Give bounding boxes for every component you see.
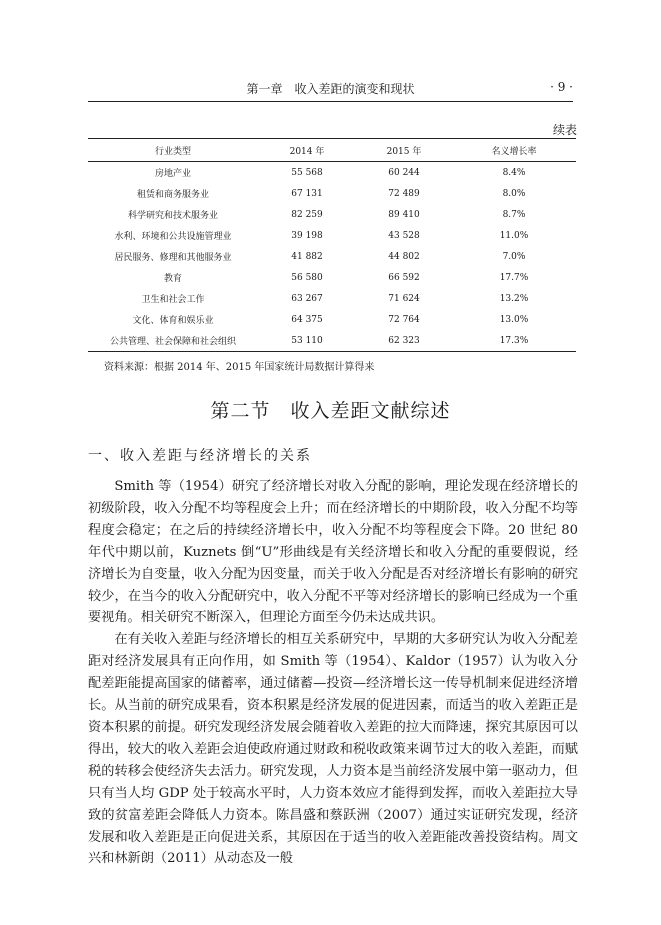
table-row bbox=[88, 330, 576, 352]
table-row bbox=[88, 162, 576, 184]
value-2015-cell: 72 764 bbox=[388, 314, 420, 325]
industry-cell: 居民服务、修理和其他服务业 bbox=[114, 253, 232, 263]
growth-cell: 11.0% bbox=[499, 230, 529, 241]
column-header-growth: 名义增长率 bbox=[452, 139, 576, 162]
value-2014-cell: 39 198 bbox=[291, 230, 323, 241]
growth-cell: 7.0% bbox=[502, 251, 526, 262]
table-source-note: 资料来源：根据 2014 年、2015 年国家统计局数据计算得来 bbox=[104, 362, 375, 373]
table-row bbox=[88, 183, 576, 204]
table-row bbox=[88, 267, 576, 288]
growth-cell: 8.0% bbox=[502, 188, 526, 199]
industry-cell: 水利、环境和公共设施管理业 bbox=[114, 232, 232, 242]
continued-table-label: 续表 bbox=[552, 123, 577, 137]
industry-cell: 公共管理、社会保障和社会组织 bbox=[88, 330, 258, 352]
section-heading: 第二节 收入差距文献综述 bbox=[210, 400, 451, 422]
table-row bbox=[88, 288, 576, 309]
value-2014-cell: 67 131 bbox=[291, 188, 323, 199]
value-2015-cell: 43 528 bbox=[388, 230, 420, 241]
table-row bbox=[88, 309, 576, 330]
value-2015-cell: 62 323 bbox=[356, 330, 452, 352]
growth-cell: 13.2% bbox=[499, 293, 529, 304]
value-2015-cell: 66 592 bbox=[388, 272, 420, 283]
body-text bbox=[88, 476, 578, 870]
income-table bbox=[88, 138, 576, 352]
industry-cell: 卫生和社会工作 bbox=[141, 295, 205, 305]
value-2014-cell: 63 267 bbox=[291, 293, 323, 304]
paragraph: Smith 等（1954）研究了经济增长对收入分配的影响，理论发现在经济增长的初级阶段，收入分配不均等程度会上升；而在经济增长的中期阶段，收入分配不均等程度会稳定；在之后的持续经济增长中，收入分配不均等程度会下降。20 世纪 80 年代中期以前，Kuznets 倒“U”形曲线是有关经济增长和收入分配的重要假说，经济增长为自变量，收入分配为因变量，而关于收入分配是否对经济增长有影响的研究较少，在当今的收入分配研究中，收入分配不平等对经济增长的影响已经成为一个重要视角。相关研究不断深入，但理论方面至今仍未达成共识。 bbox=[88, 479, 578, 626]
column-header-2014: 2014 年 bbox=[258, 139, 356, 162]
column-header-industry: 行业类型 bbox=[88, 139, 258, 162]
column-header-2015: 2015 年 bbox=[356, 139, 452, 162]
value-2015-cell: 71 624 bbox=[388, 293, 420, 304]
growth-cell: 17.3% bbox=[452, 330, 576, 352]
table-row bbox=[88, 204, 576, 225]
table-row bbox=[88, 225, 576, 246]
value-2014-cell: 64 375 bbox=[291, 314, 323, 325]
industry-cell: 教育 bbox=[163, 274, 182, 284]
value-2015-cell: 89 410 bbox=[388, 209, 420, 220]
header-rule bbox=[88, 101, 573, 102]
table-header-row bbox=[88, 139, 576, 162]
running-header bbox=[88, 80, 573, 98]
value-2015-cell: 72 489 bbox=[388, 188, 420, 199]
growth-cell: 17.7% bbox=[499, 272, 529, 283]
value-2014-cell: 41 882 bbox=[291, 251, 323, 262]
table-row bbox=[88, 246, 576, 267]
growth-cell: 13.0% bbox=[499, 314, 529, 325]
page-number: · 9 · bbox=[550, 80, 573, 94]
value-2014-cell: 53 110 bbox=[258, 330, 356, 352]
industry-cell: 文化、体育和娱乐业 bbox=[132, 316, 214, 326]
value-2015-cell: 44 802 bbox=[388, 251, 420, 262]
value-2014-cell: 82 259 bbox=[291, 209, 323, 220]
industry-cell: 租赁和商务服务业 bbox=[136, 190, 209, 200]
value-2014-cell: 56 580 bbox=[291, 272, 323, 283]
industry-cell: 房地产业 bbox=[154, 169, 191, 179]
paragraph: 在有关收入差距与经济增长的相互关系研究中，早期的大多研究认为收入分配差距对经济发展具有正向作用，如 Smith 等（1954）、Kaldor（1957）认为收入分配差距能提高国家的储蓄率，通过储蓄—投资—经济增长这一传导机制来促进经济增长。从当前的研究成果看，资本积累是经济发展的促进因素，而适当的收入差距正是资本积累的前提。研究发现经济发展会随着收入差距的拉大而降速，探究其原因可以得出，较大的收入差距会迫使政府通过财政和税收政策来调节过大的收入差距，而赋税的转移会使经济失去活力。研究发现，人力资本是当前经济发展中第一驱动力，但只有当人均 GDP 处于较高水平时，人力资本效应才能得到发挥，而收入差距拉大导致的贫富差距会降低人力资本。陈昌盛和蔡跃洲（2007）通过实证研究发现，经济发展和收入差距是正向促进关系，其原因在于适当的收入差距能改善投资结构。周文兴和林新朗（2011）从动态及一般 bbox=[88, 632, 578, 867]
subsection-heading: 一、收入差距与经济增长的关系 bbox=[88, 448, 312, 464]
growth-cell: 8.4% bbox=[502, 167, 526, 178]
value-2014-cell: 55 568 bbox=[291, 167, 323, 178]
value-2015-cell: 60 244 bbox=[388, 167, 420, 178]
industry-cell: 科学研究和技术服务业 bbox=[127, 211, 218, 221]
chapter-title: 第一章 收入差距的演变和现状 bbox=[246, 82, 415, 96]
growth-cell: 8.7% bbox=[502, 209, 526, 220]
